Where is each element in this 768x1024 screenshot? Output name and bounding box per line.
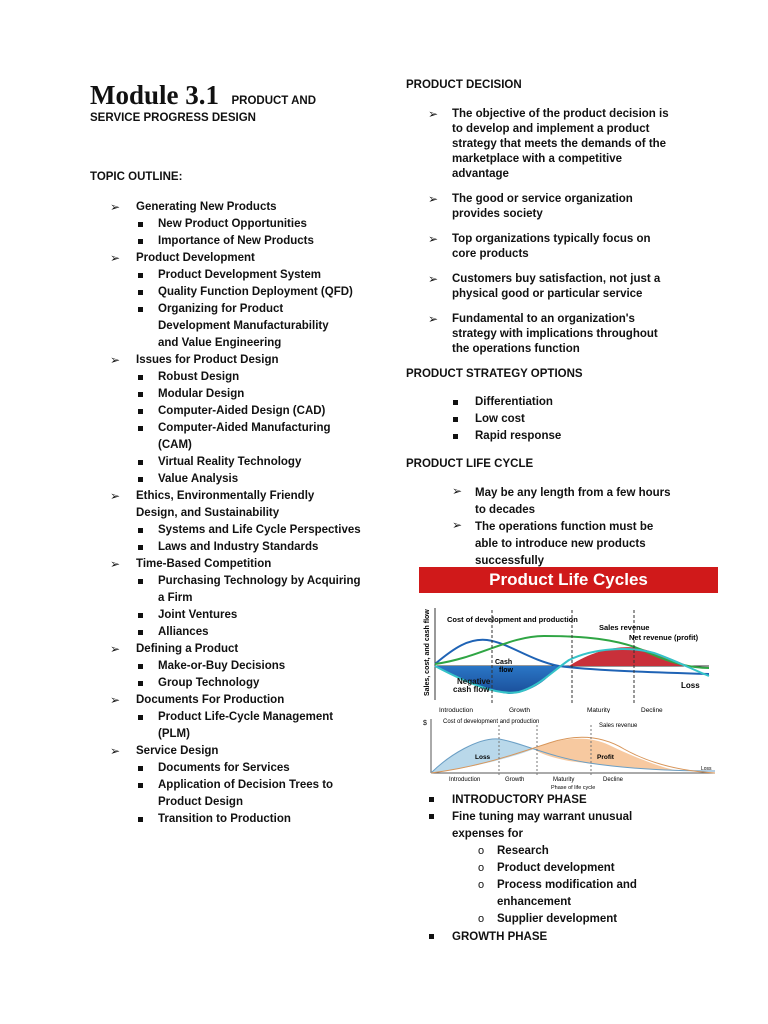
strategy-item: Rapid response xyxy=(475,430,562,442)
decision-bullet-text: core products xyxy=(452,248,529,260)
decision-bullet-text: advantage xyxy=(452,168,509,180)
top-phase-2: Growth xyxy=(509,707,530,713)
top-cost-label: Cost of development and production xyxy=(447,615,578,624)
outline-subitem: Group Technology xyxy=(158,677,260,689)
outline-subitem: Product Development System xyxy=(158,269,321,281)
square-bullet-icon xyxy=(138,477,143,482)
banner-title: Product Life Cycles xyxy=(489,570,648,589)
square-bullet-icon xyxy=(138,239,143,244)
arrow-bullet-icon: ➢ xyxy=(110,489,121,503)
arrow-bullet-icon: ➢ xyxy=(428,107,439,121)
bottom-loss-right: Loss xyxy=(701,766,712,772)
arrow-bullet-icon: ➢ xyxy=(428,312,439,326)
square-bullet-icon xyxy=(138,222,143,227)
outline-subitem: Computer-Aided Design (CAD) xyxy=(158,405,326,417)
arrow-bullet-icon: ➢ xyxy=(110,744,121,758)
fine-tuning-text-cont: expenses for xyxy=(452,828,523,840)
decision-bullet-text: provides society xyxy=(452,208,543,220)
outline-subitem: Product Design xyxy=(158,796,243,808)
outline-subitem: Make-or-Buy Decisions xyxy=(158,660,286,672)
square-bullet-icon xyxy=(138,426,143,431)
arrow-bullet-icon: ➢ xyxy=(428,192,439,206)
bottom-xlabel: Phase of life cycle xyxy=(551,785,596,790)
outline-subitem: Transition to Production xyxy=(158,813,291,825)
top-cash-label-1: Cash xyxy=(495,659,513,666)
bottom-cost-label: Cost of development and production xyxy=(443,719,540,725)
square-bullet-icon xyxy=(138,579,143,584)
square-bullet-icon xyxy=(138,375,143,380)
bottom-loss-label: Loss xyxy=(475,754,491,761)
square-bullet-icon xyxy=(138,783,143,788)
top-phase-4: Decline xyxy=(641,707,663,713)
outline-subitem: Application of Decision Trees to xyxy=(158,779,334,791)
outline-section-title: Time-Based Competition xyxy=(136,558,272,570)
growth-phase-title: GROWTH PHASE xyxy=(452,931,548,943)
outline-subitem: Modular Design xyxy=(158,388,245,400)
outline-subitem: Quality Function Deployment (QFD) xyxy=(158,286,353,298)
life-cycle-bullet-text: The operations function must be xyxy=(475,521,654,533)
topic-outline-header: TOPIC OUTLINE: xyxy=(90,171,183,183)
arrow-bullet-icon: ➢ xyxy=(110,353,121,367)
outline-section-title: Generating New Products xyxy=(136,201,277,213)
outline-subitem: Computer-Aided Manufacturing xyxy=(158,422,331,434)
outline-section-title: Documents For Production xyxy=(136,694,285,706)
circle-bullet-icon: o xyxy=(478,913,485,925)
title-part-1: PRODUCT AND xyxy=(231,95,317,107)
life-cycle-bullet-text: successfully xyxy=(475,555,545,567)
square-bullet-icon xyxy=(453,417,458,422)
fine-tuning-text: Fine tuning may warrant unusual xyxy=(452,811,633,823)
outline-subitem: Purchasing Technology by Acquiring xyxy=(158,575,361,587)
phase-sub-item: Product development xyxy=(497,862,615,874)
square-bullet-icon xyxy=(138,290,143,295)
product-decision-header: PRODUCT DECISION xyxy=(406,79,522,91)
arrow-bullet-icon: ➢ xyxy=(110,642,121,656)
arrow-bullet-icon: ➢ xyxy=(110,693,121,707)
outline-section-title: Ethics, Environmentally Friendly xyxy=(136,490,315,502)
strategy-item: Differentiation xyxy=(475,396,553,408)
decision-bullet-text: Fundamental to an organization's xyxy=(452,313,635,325)
square-bullet-icon xyxy=(429,814,434,819)
life-cycle-bullet-text: May be any length from a few hours xyxy=(475,487,671,499)
arrow-bullet-icon: ➢ xyxy=(428,272,439,286)
arrow-bullet-icon: ➢ xyxy=(110,251,121,265)
decision-bullet-text: Top organizations typically focus on xyxy=(452,233,651,245)
life-cycle-bullet-text: able to introduce new products xyxy=(475,538,646,550)
life-cycle-header: PRODUCT LIFE CYCLE xyxy=(406,458,534,470)
outline-section-title-cont: Design, and Sustainability xyxy=(136,507,280,519)
arrow-bullet-icon: ➢ xyxy=(452,518,463,532)
outline-subitem: Development Manufacturability xyxy=(158,320,329,332)
outline-subitem: Robust Design xyxy=(158,371,240,383)
phase-sub-item: Supplier development xyxy=(497,913,618,925)
square-bullet-icon xyxy=(429,797,434,802)
square-bullet-icon xyxy=(138,392,143,397)
top-net-label: Net revenue (profit) xyxy=(629,633,699,642)
square-bullet-icon xyxy=(138,817,143,822)
arrow-bullet-icon: ➢ xyxy=(110,200,121,214)
square-bullet-icon xyxy=(453,434,458,439)
phase-sub-item: enhancement xyxy=(497,896,572,908)
life-cycle-banner xyxy=(419,567,718,593)
bottom-phase-2: Growth xyxy=(505,777,525,783)
top-neg-label-2: cash flow xyxy=(453,685,490,694)
module-number: Module 3.1 xyxy=(90,80,220,110)
square-bullet-icon xyxy=(138,664,143,669)
title-part-2: SERVICE PROGRESS DESIGN xyxy=(90,112,256,124)
outline-subitem: Systems and Life Cycle Perspectives xyxy=(158,524,361,536)
square-bullet-icon xyxy=(138,766,143,771)
decision-bullet-text: The objective of the product decision is xyxy=(452,108,669,120)
decision-bullet-text: strategy that meets the demands of the xyxy=(452,138,667,150)
top-phase-3: Maturity xyxy=(587,707,611,713)
bottom-phase-3: Maturity xyxy=(553,777,575,783)
top-loss-label: Loss xyxy=(681,681,700,690)
bottom-ylabel: $ xyxy=(423,720,427,727)
outline-subitem: New Product Opportunities xyxy=(158,218,307,230)
square-bullet-icon xyxy=(453,400,458,405)
decision-bullet-text: The good or service organization xyxy=(452,193,633,205)
outline-subitem: Organizing for Product xyxy=(158,303,284,315)
arrow-bullet-icon: ➢ xyxy=(452,484,463,498)
circle-bullet-icon: o xyxy=(478,845,485,857)
top-sales-label: Sales revenue xyxy=(599,623,650,632)
decision-bullet-text: strategy with implications throughout xyxy=(452,328,658,340)
decision-bullet-text: the operations function xyxy=(452,343,580,355)
life-cycle-bullet-text: to decades xyxy=(475,504,536,516)
decision-bullet-text: physical good or particular service xyxy=(452,288,643,300)
circle-bullet-icon: o xyxy=(478,862,485,874)
outline-subitem: Laws and Industry Standards xyxy=(158,541,319,553)
life-cycle-chart-top xyxy=(419,598,718,713)
square-bullet-icon xyxy=(138,630,143,635)
outline-subitem: Joint Ventures xyxy=(158,609,238,621)
outline-subitem: Value Analysis xyxy=(158,473,239,485)
outline-section-title: Product Development xyxy=(136,252,255,264)
square-bullet-icon xyxy=(429,934,434,939)
outline-section-title: Defining a Product xyxy=(136,643,239,655)
arrow-bullet-icon: ➢ xyxy=(110,557,121,571)
bottom-sales-label: Sales revenue xyxy=(599,723,638,729)
bottom-phase-1: Introduction xyxy=(449,777,481,783)
decision-bullet-text: Customers buy satisfaction, not just a xyxy=(452,273,661,285)
top-cash-label-2: flow xyxy=(499,667,513,674)
square-bullet-icon xyxy=(138,528,143,533)
outline-subitem: (CAM) xyxy=(158,439,192,451)
outline-subitem: Product Life-Cycle Management xyxy=(158,711,334,723)
square-bullet-icon xyxy=(138,545,143,550)
outline-subitem: Documents for Services xyxy=(158,762,290,774)
square-bullet-icon xyxy=(138,409,143,414)
square-bullet-icon xyxy=(138,613,143,618)
square-bullet-icon xyxy=(138,715,143,720)
strategy-item: Low cost xyxy=(475,413,525,425)
bottom-phase-4: Decline xyxy=(603,777,624,783)
outline-subitem: a Firm xyxy=(158,592,193,604)
square-bullet-icon xyxy=(138,273,143,278)
arrow-bullet-icon: ➢ xyxy=(428,232,439,246)
square-bullet-icon xyxy=(138,681,143,686)
bottom-profit-label: Profit xyxy=(597,754,614,761)
outline-subitem: Virtual Reality Technology xyxy=(158,456,302,468)
life-cycle-chart-bottom xyxy=(419,715,718,790)
decision-bullet-text: to develop and implement a product xyxy=(452,123,650,135)
top-phase-1: Introduction xyxy=(439,707,473,713)
top-neg-label-1: Negative xyxy=(457,677,491,686)
decision-bullet-text: marketplace with a competitive xyxy=(452,153,623,165)
outline-section-title: Issues for Product Design xyxy=(136,354,279,366)
outline-subitem: Alliances xyxy=(158,626,209,638)
intro-phase-title: INTRODUCTORY PHASE xyxy=(452,794,587,806)
outline-subitem: (PLM) xyxy=(158,728,190,740)
circle-bullet-icon: o xyxy=(478,879,485,891)
square-bullet-icon xyxy=(138,307,143,312)
outline-section-title: Service Design xyxy=(136,745,219,757)
top-ylabel: Sales, cost, and cash flow xyxy=(424,609,431,696)
square-bullet-icon xyxy=(138,460,143,465)
outline-subitem: Importance of New Products xyxy=(158,235,314,247)
strategy-header: PRODUCT STRATEGY OPTIONS xyxy=(406,368,583,380)
phase-sub-item: Process modification and xyxy=(497,879,637,891)
outline-subitem: and Value Engineering xyxy=(158,337,282,349)
phase-sub-item: Research xyxy=(497,845,549,857)
